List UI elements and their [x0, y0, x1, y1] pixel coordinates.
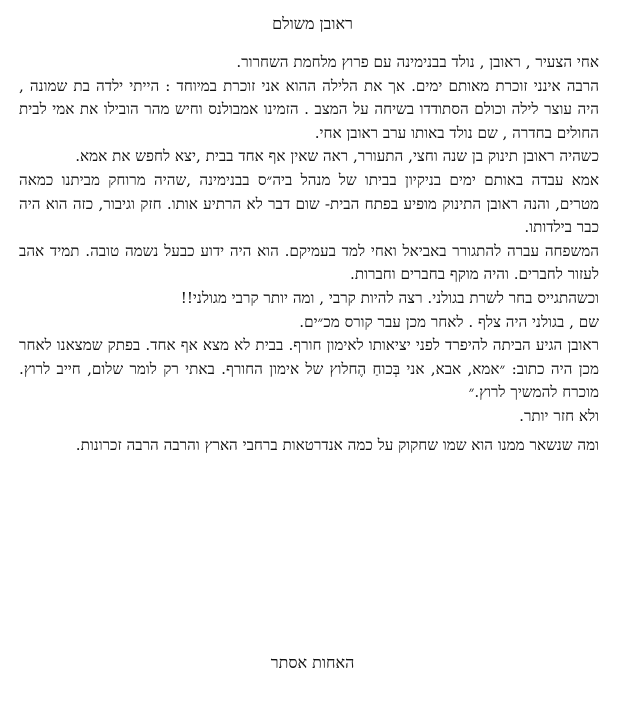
paragraph-mother-work: אמא עבדה באותם ימים בניקיון בביתו של מנהל ביה״ס בבנימינה ,שהיה מרוחק מביתנו כמאה מטרים, והנה ראובן התינוק מופיע בפתח הבית- שום דבר לא הרתיע אותו. חזק וגיבור, כזה הוא היה כבר בילדותו.: [19, 170, 599, 237]
document-title: ראובן משולם: [272, 14, 353, 33]
paragraph-birth: אחי הצעיר , ראובן , נולד בבנימינה עם פרוץ מלחמת השחרור.: [236, 53, 599, 71]
paragraph-family-move: המשפחה עברה להתגורר באביאל ואחי למד בעמיקם. הוא היה ידוע כבעל נשמה טובה. תמיד אהב לעזור לחברים. והיה מוקף בחברים וחברות.: [19, 241, 599, 284]
paragraph-memorials: ומה שנשאר ממנו הוא שמו שחקוק על כמה אנדרטאות ברחבי הארץ והרבה הרבה זכרונות.: [75, 435, 599, 454]
paragraph-sniper: שם , בגולני היה צלף . לאחר מכן עבר קורס מכ״ים.: [299, 312, 599, 331]
paragraph-farewell-note: ראובן הגיע הביתה להיפרד לפני יציאותו לאימון חורף. בבית לא מצא אף אחד. בפתק שמצאנו לאחר מכן היה כתוב: ״אמא, אבא, אני בְּכוחַ הֶחלוץ של אימון החורף. באתי רק לומר שלום, חייב לרוץ. מוכרח להמשיך לרוץ.״: [19, 336, 599, 402]
signature: האחות אסתר: [270, 653, 355, 672]
paragraph-enlistment: וכשהתגייס בחר לשרת בגולני. רצה להיות קרבי , ומה יותר קרבי מגולני!!: [180, 288, 599, 307]
document-body: [19, 51, 599, 457]
paragraph-toddler: כשהיה ראובן תינוק בן שנה וחצי, התעורר, ראה שאין אף אחד בבית ,יצא לחפש את אמא.: [75, 147, 599, 166]
paragraph-night-of-birth: הרבה אינני זוכרת מאותם ימים. אך את הלילה ההוא אני זוכרת במיוחד : הייתי ילדה בת שמונה , היה עוצר לילה וכולם הסתודדו בשיחה על המצב . הזמינו אמבולנס וחיש מהר הובילו את אמי לבית החולים בחדרה , שם נולד באותו ערב ראובן אחי.: [19, 76, 599, 142]
paragraph-never-returned: ולא חזר יותר.: [519, 406, 599, 425]
